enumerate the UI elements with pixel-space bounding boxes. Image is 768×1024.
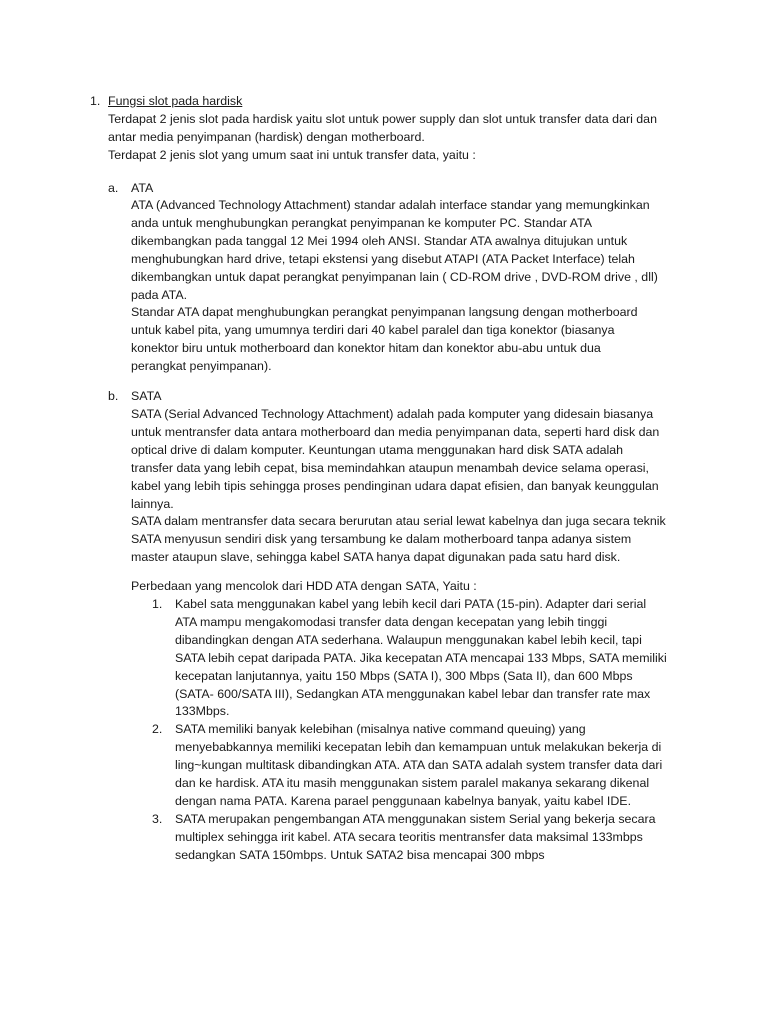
list-item-line: multiplex sehingga irit kabel. ATA secara teoritis mentransfer data maksimal 133mbps [175, 829, 643, 844]
list-item [152, 596, 712, 721]
sata-line: transfer data yang lebih cepat, bisa memindahkan ataupun menambah device selama operasi, [131, 460, 649, 475]
ata-letter: a. [108, 181, 119, 195]
list-item-line: dengan nama PATA. Karena parael penggunaan kabelnya banyak, yaitu kabel IDE. [175, 793, 632, 808]
list-item-line: SATA lebih cepat daripada PATA. Jika kecepatan ATA mencapai 133 Mbps, SATA memiliki [175, 650, 667, 665]
ata-line: anda untuk menghubungkan perangkat penyimpanan ke komputer PC. Standar ATA [131, 215, 593, 230]
list-item-number: 1. [152, 597, 163, 611]
diff-title: Perbedaan yang mencolok dari HDD ATA dengan SATA, Yaitu : [131, 579, 477, 593]
list-item-line: (SATA- 600/SATA III), Sedangkan ATA menggunakan kabel lebar dan transfer rate max [175, 686, 651, 701]
list-item [152, 721, 712, 811]
section-number: 1. [90, 94, 101, 108]
sata-body [131, 406, 711, 567]
ata-line: pada ATA. [131, 287, 188, 302]
sata-letter: b. [108, 389, 119, 403]
list-item-line: kecepatan lanjutannya, yaitu 150 Mbps (SATA I), 300 Mbps (Sata II), dan 600 Mbps [175, 668, 633, 683]
sata-line: kabel yang lebih tipis sehingga proses pendinginan udara dapat efisien, dan banyak keunggulan [131, 478, 659, 493]
ata-line: dikembangkan pada tanggal 12 Mei 1994 oleh ANSI. Standar ATA awalnya ditujukan untuk [131, 233, 628, 248]
sata-line: untuk mentransfer data antara motherboard dan media penyimpanan data, seperti hard disk dan [131, 424, 660, 439]
ata-line: menghubungkan hard drive, tetapi ekstensi yang disebut ATAPI (ATA Packet Interface) telah [131, 251, 635, 266]
sata-title: SATA [131, 389, 162, 403]
ata-line: dikembangkan untuk dapat perangkat penyimpanan lain ( CD-ROM drive , DVD-ROM drive , dll) [131, 269, 658, 284]
sata-line: optical drive di dalam komputer. Keuntungan utama menggunakan hard disk SATA adalah [131, 442, 624, 457]
ata-line: perangkat penyimpanan). [131, 359, 272, 374]
diff-list [152, 596, 712, 865]
list-item-line: SATA merupakan pengembangan ATA menggunakan sistem Serial yang bekerja secara [175, 811, 656, 826]
list-item-line: SATA memiliki banyak kelebihan (misalnya native command queuing) yang [175, 722, 586, 737]
sata-line: lainnya. [131, 496, 174, 511]
list-item-line: dibandingkan dengan ATA sederhana. Walaupun menggunakan kabel lebih kecil, tapi [175, 632, 642, 647]
list-item [152, 811, 712, 865]
list-item-number: 3. [152, 811, 163, 826]
ata-body [131, 197, 711, 376]
section-title: Fungsi slot pada hardisk [108, 94, 243, 108]
ata-line: untuk kabel pita, yang umumnya terdiri dari 40 kabel paralel dan tiga konektor (biasanya [131, 323, 615, 338]
sata-line: SATA dalam mentransfer data secara berurutan atau serial lewat kabelnya dan juga secara teknik [131, 514, 666, 529]
list-item-line: 133Mbps. [175, 704, 230, 719]
section-intro [108, 111, 708, 165]
list-item-line: sedangkan SATA 150mbps. Untuk SATA2 bisa mencapai 300 mbps [175, 847, 545, 862]
sata-line: SATA menyusun sendiri disk yang tersambung ke dalam motherboard tanpa adanya sistem [131, 532, 632, 547]
list-item-line: menyebabkannya memiliki kecepatan lebih dan kemampuan untuk melakukan bekerja di [175, 740, 662, 755]
ata-title: ATA [131, 181, 154, 195]
list-item-line: ling~kungan multitask dibandingkan ATA. ATA dan SATA adalah system transfer data dari [175, 758, 663, 773]
list-item-line: dan ke hardisk. ATA itu masih menggunakan sistem paralel makanya sekarang dikenal [175, 776, 650, 791]
list-item-line: ATA mampu mengakomodasi transfer data dengan kecepatan yang lebih tinggi [175, 614, 608, 629]
ata-line: Standar ATA dapat menghubungkan perangkat penyimpanan langsung dengan motherboard [131, 305, 638, 320]
ata-line: konektor biru untuk motherboard dan konektor hitam dan konektor abu-abu untuk dua [131, 341, 601, 356]
sata-line: master ataupun slave, sehingga kabel SATA hanya dapat digunakan pada satu hard disk. [131, 550, 621, 565]
intro-line: Terdapat 2 jenis slot yang umum saat ini untuk transfer data, yaitu : [108, 147, 476, 162]
list-item-number: 2. [152, 722, 163, 737]
intro-line: Terdapat 2 jenis slot pada hardisk yaitu slot untuk power supply dan slot untuk transfer data dari dan [108, 112, 657, 126]
intro-line: antar media penyimpanan (hardisk) dengan motherboard. [108, 129, 425, 144]
list-item-line: Kabel sata menggunakan kabel yang lebih kecil dari PATA (15-pin). Adapter dari serial [175, 597, 647, 611]
sata-line: SATA (Serial Advanced Technology Attachment) adalah pada komputer yang didesain biasanya [131, 407, 654, 421]
ata-line: ATA (Advanced Technology Attachment) standar adalah interface standar yang memungkinkan [131, 198, 650, 212]
